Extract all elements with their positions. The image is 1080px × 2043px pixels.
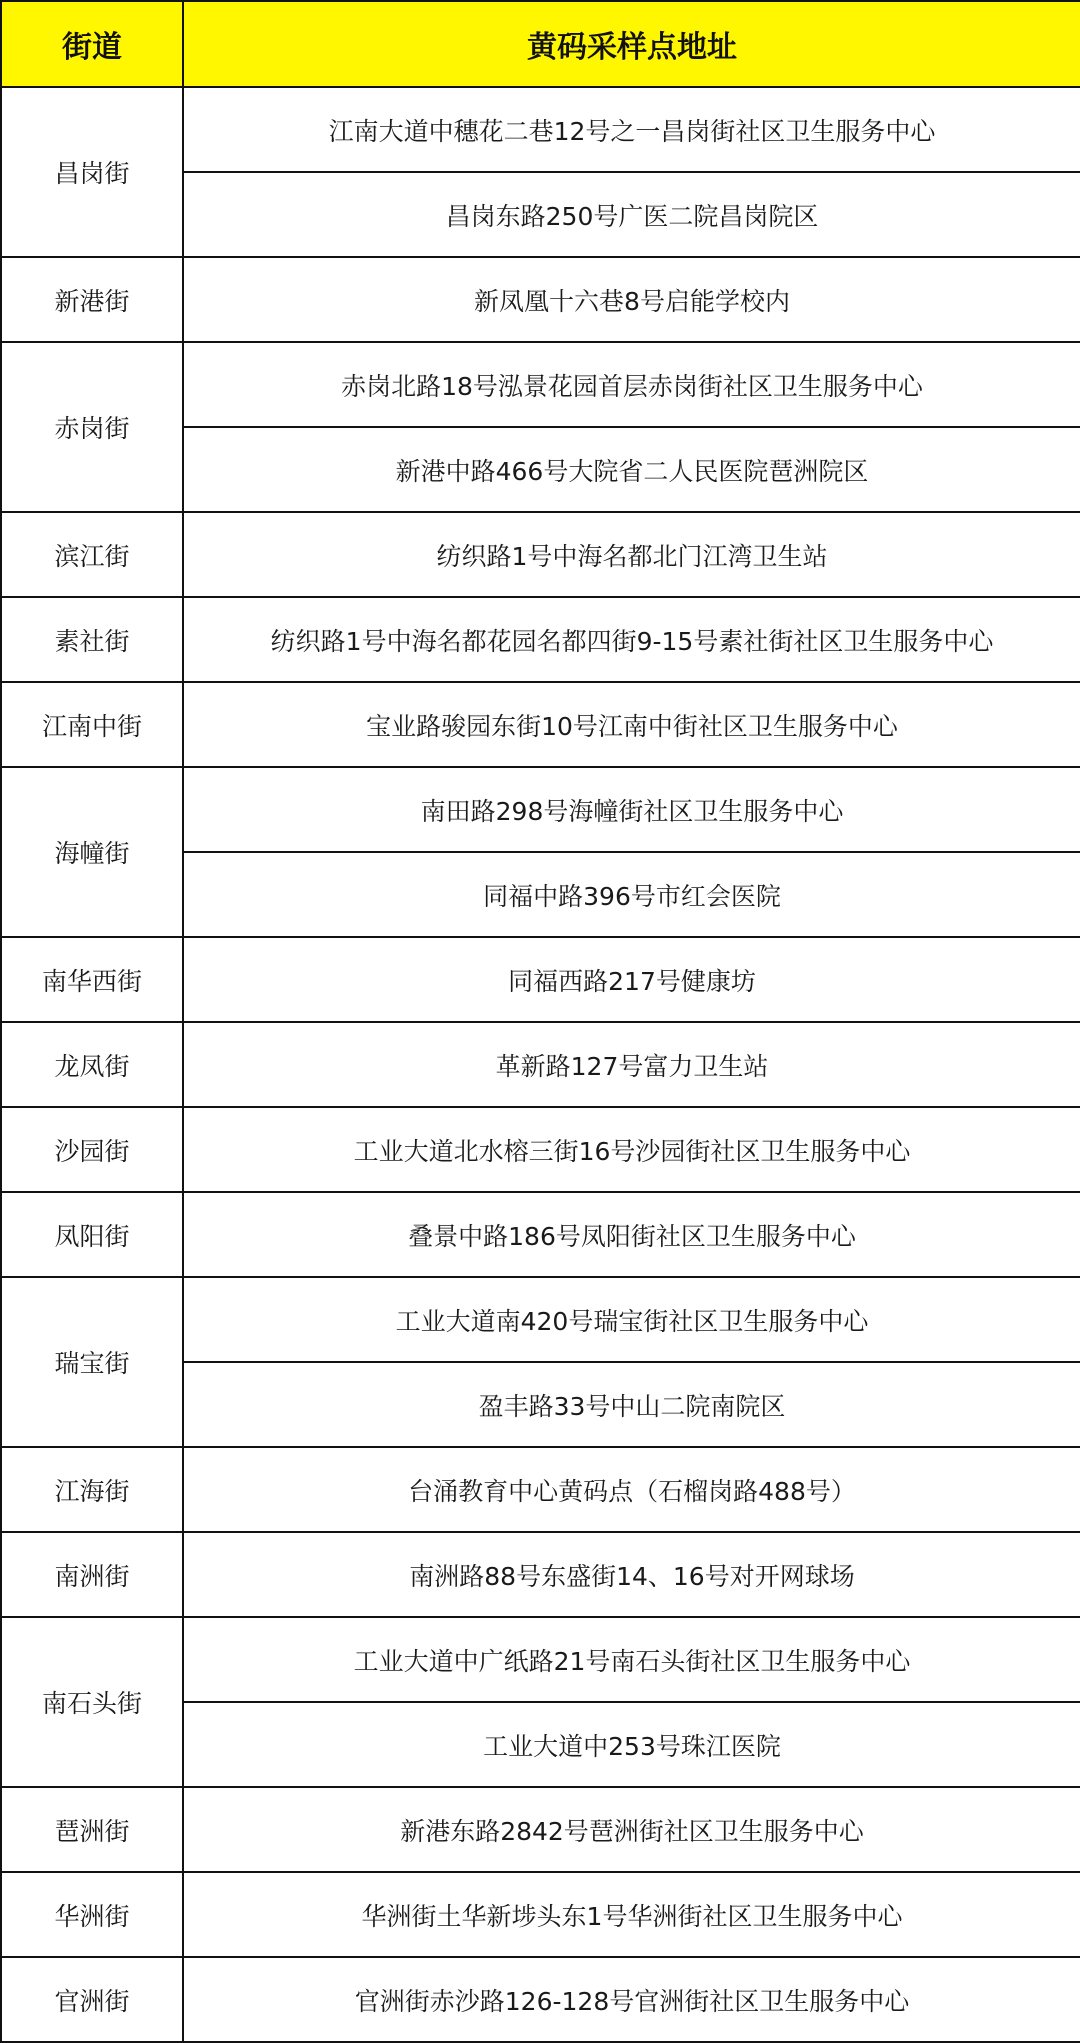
table-row bbox=[1, 512, 1080, 597]
address-cell: 赤岗北路18号泓景花园首层赤岗街社区卫生服务中心 bbox=[183, 342, 1080, 427]
street-cell: 素社街 bbox=[1, 597, 183, 682]
column-header-address: 黄码采样点地址 bbox=[183, 1, 1080, 87]
address-cell: 宝业路骏园东街10号江南中街社区卫生服务中心 bbox=[183, 682, 1080, 767]
address-cell: 纺织路1号中海名都北门江湾卫生站 bbox=[183, 512, 1080, 597]
table-row bbox=[1, 342, 1080, 427]
street-cell: 华洲街 bbox=[1, 1872, 183, 1957]
street-cell: 南石头街 bbox=[1, 1617, 183, 1787]
address-cell: 江南大道中穗花二巷12号之一昌岗街社区卫生服务中心 bbox=[183, 87, 1080, 172]
address-cell: 台涌教育中心黄码点（石榴岗路488号） bbox=[183, 1447, 1080, 1532]
street-cell: 赤岗街 bbox=[1, 342, 183, 512]
street-cell: 沙园街 bbox=[1, 1107, 183, 1192]
table-row bbox=[1, 767, 1080, 852]
street-cell: 凤阳街 bbox=[1, 1192, 183, 1277]
street-cell: 瑞宝街 bbox=[1, 1277, 183, 1447]
table-row bbox=[1, 682, 1080, 767]
table-row bbox=[1, 1022, 1080, 1107]
address-cell: 工业大道中253号珠江医院 bbox=[183, 1702, 1080, 1787]
table-row bbox=[1, 1787, 1080, 1872]
address-cell: 南洲路88号东盛街14、16号对开网球场 bbox=[183, 1532, 1080, 1617]
address-cell: 革新路127号富力卫生站 bbox=[183, 1022, 1080, 1107]
address-cell: 昌岗东路250号广医二院昌岗院区 bbox=[183, 172, 1080, 257]
column-header-street: 街道 bbox=[1, 1, 183, 87]
address-cell: 同福西路217号健康坊 bbox=[183, 937, 1080, 1022]
table-row bbox=[1, 257, 1080, 342]
address-cell: 华洲街土华新埗头东1号华洲街社区卫生服务中心 bbox=[183, 1872, 1080, 1957]
street-cell: 海幢街 bbox=[1, 767, 183, 937]
address-cell: 新港中路466号大院省二人民医院琶洲院区 bbox=[183, 427, 1080, 512]
street-cell: 新港街 bbox=[1, 257, 183, 342]
table-row bbox=[1, 87, 1080, 172]
table-row bbox=[1, 1957, 1080, 2042]
street-cell: 龙凤街 bbox=[1, 1022, 183, 1107]
street-cell: 南洲街 bbox=[1, 1532, 183, 1617]
table-body bbox=[1, 87, 1080, 2042]
street-cell: 江海街 bbox=[1, 1447, 183, 1532]
street-cell: 滨江街 bbox=[1, 512, 183, 597]
table-row bbox=[1, 1107, 1080, 1192]
address-cell: 盈丰路33号中山二院南院区 bbox=[183, 1362, 1080, 1447]
table-row bbox=[1, 1617, 1080, 1702]
address-cell: 工业大道中广纸路21号南石头街社区卫生服务中心 bbox=[183, 1617, 1080, 1702]
street-cell: 昌岗街 bbox=[1, 87, 183, 257]
address-cell: 工业大道南420号瑞宝街社区卫生服务中心 bbox=[183, 1277, 1080, 1362]
address-cell: 新凤凰十六巷8号启能学校内 bbox=[183, 257, 1080, 342]
table-header-row bbox=[1, 1, 1080, 87]
street-cell: 官洲街 bbox=[1, 1957, 183, 2042]
table-row bbox=[1, 1532, 1080, 1617]
address-cell: 南田路298号海幢街社区卫生服务中心 bbox=[183, 767, 1080, 852]
address-cell: 同福中路396号市红会医院 bbox=[183, 852, 1080, 937]
table-row bbox=[1, 937, 1080, 1022]
address-cell: 工业大道北水榕三街16号沙园街社区卫生服务中心 bbox=[183, 1107, 1080, 1192]
street-cell: 江南中街 bbox=[1, 682, 183, 767]
street-cell: 琶洲街 bbox=[1, 1787, 183, 1872]
address-cell: 叠景中路186号凤阳街社区卫生服务中心 bbox=[183, 1192, 1080, 1277]
table-row bbox=[1, 1277, 1080, 1362]
address-cell: 纺织路1号中海名都花园名都四街9-15号素社街社区卫生服务中心 bbox=[183, 597, 1080, 682]
table-row bbox=[1, 1872, 1080, 1957]
table-row bbox=[1, 1447, 1080, 1532]
address-cell: 新港东路2842号琶洲街社区卫生服务中心 bbox=[183, 1787, 1080, 1872]
street-cell: 南华西街 bbox=[1, 937, 183, 1022]
table-row bbox=[1, 1192, 1080, 1277]
address-cell: 官洲街赤沙路126-128号官洲街社区卫生服务中心 bbox=[183, 1957, 1080, 2042]
table-row bbox=[1, 597, 1080, 682]
